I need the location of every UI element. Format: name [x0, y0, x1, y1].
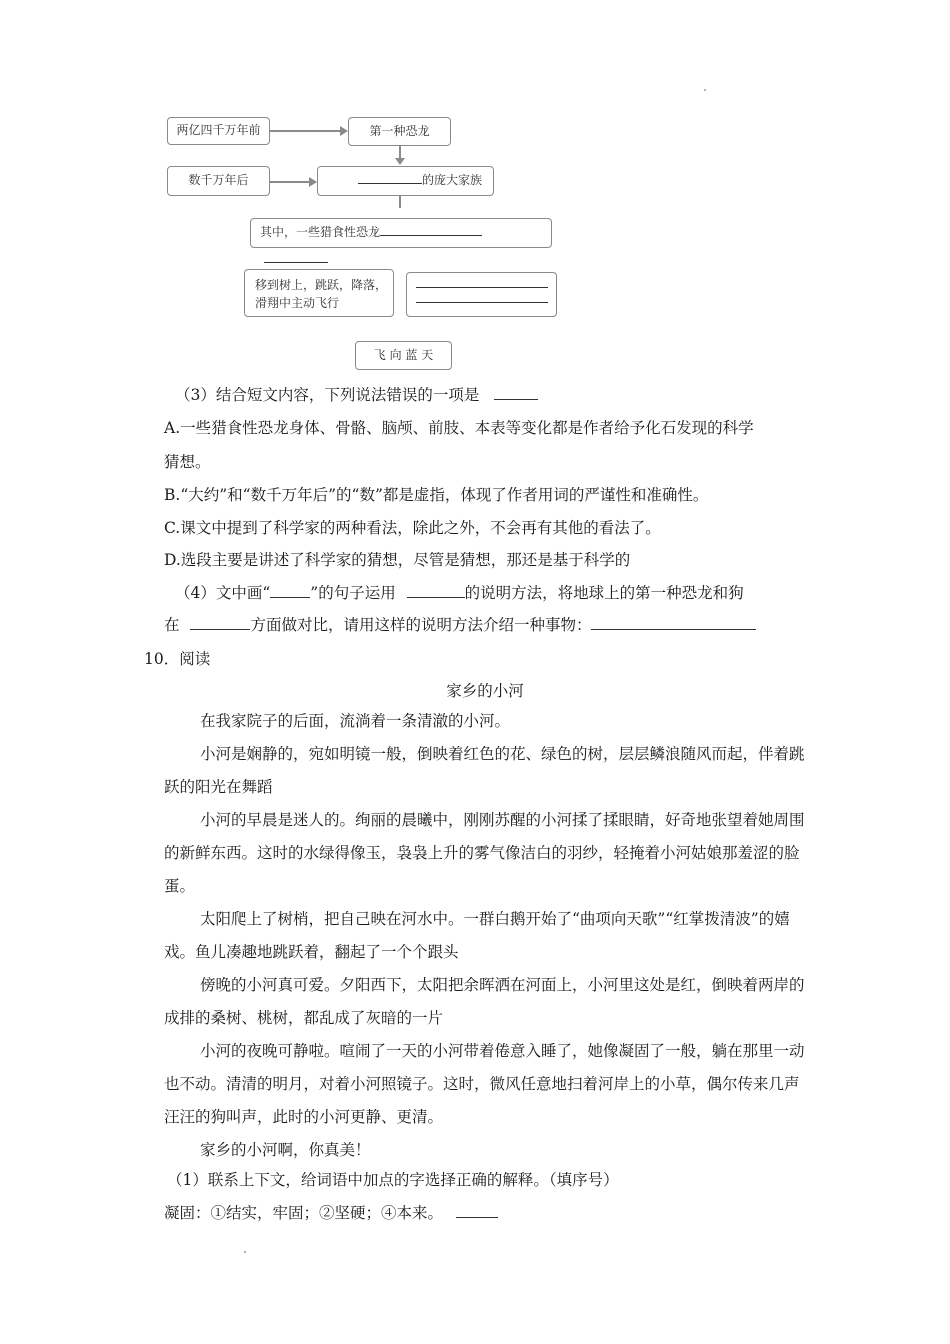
box-big-family: 的庞大家族 — [317, 166, 494, 196]
q3-answer-blank[interactable] — [494, 399, 538, 400]
arrow-head-2 — [309, 177, 317, 187]
blank-answer-1[interactable] — [416, 287, 548, 288]
blank-answer-2[interactable] — [416, 302, 548, 303]
scan-dot-bottom — [244, 1251, 246, 1253]
q4-line1: （4）文中画“ ”的句子运用 的说明方法，将地球上的第一种恐龙和狗 — [175, 584, 744, 602]
passage-paragraph-4: 太阳爬上了树梢，把自己映在河水中。一群白鹅开始了“曲项向天歌”“红掌拨清波”的嬉戏。鱼儿凑趣地跳跃着，翻起了一个个跟头 — [164, 910, 790, 961]
q4-quote-blank[interactable] — [270, 597, 310, 598]
passage-paragraph-2: 小河是娴静的，宛如明镜一般，倒映着红色的花、绿色的树，层层鳞浪随风而起，伴着跳跃的阳光在舞蹈 — [164, 745, 805, 796]
arrow-head-down — [395, 158, 405, 165]
box-fly-to-sky: 飞 向 蓝 天 — [355, 341, 452, 370]
q4-example-blank[interactable] — [591, 629, 756, 630]
q4-method-blank[interactable] — [407, 597, 465, 598]
arrow-line-1 — [270, 130, 342, 132]
q3-option-d: D.选段主要是讲述了科学家的猜想，尽管是猜想，那还是基于科学的 — [164, 551, 631, 569]
passage-paragraph-1: 在我家院子的后面，流淌着一条清澈的小河。 — [200, 712, 511, 730]
q10-q1-item: 凝固：①结实，牢固；②坚硬；④本来。 — [164, 1203, 498, 1223]
passage-paragraph-3: 小河的早晨是迷人的。绚丽的晨曦中，刚刚苏醒的小河揉了揉眼睛，好奇地张望着她周围的新鲜东西。这时的水绿得像玉，袅袅上升的雾气像洁白的羽纱，轻掩着小河姑娘那羞涩的脸蛋。 — [164, 811, 805, 895]
blank-predator-1[interactable] — [380, 235, 482, 236]
passage-paragraph-7: 家乡的小河啊，你真美！ — [200, 1141, 371, 1159]
arrow-line-2 — [270, 181, 311, 183]
q4-aspect-blank[interactable] — [190, 629, 250, 630]
q3-option-a-line1: A.一些猎食性恐龙身体、骨骼、脑颅、前肢、本表等变化都是作者给予化石发现的科学 — [164, 419, 754, 437]
connector-family-predator — [399, 196, 401, 208]
box-predator-dinosaurs: 其中，一些猎食性恐龙 — [250, 218, 552, 248]
q4-line2: 在 方面做对比，请用这样的说明方法介绍一种事物： — [164, 615, 756, 635]
scan-dot-top — [704, 89, 706, 91]
blank-family[interactable] — [358, 183, 422, 184]
q10-number: 10．阅读 — [144, 650, 211, 668]
passage-paragraph-5: 傍晚的小河真可爱。夕阳西下，太阳把余晖洒在河面上，小河里这处是红，倒映着两岸的成排的桑树、桃树，都乱成了灰暗的一片 — [164, 976, 805, 1027]
passage-title: 家乡的小河 — [446, 682, 524, 700]
box-answer-lines — [406, 272, 557, 317]
arrow-head-1 — [340, 126, 348, 136]
q3-option-b: B.“大约”和“数千万年后”的“数”都是虚指，体现了作者用词的严谨性和准确性。 — [164, 486, 709, 504]
q10-q1-answer-blank[interactable] — [456, 1217, 498, 1218]
passage-paragraph-6: 小河的夜晚可静啦。喧闹了一天的小河带着倦意入睡了，她像凝固了一般，躺在那里一动也不动。清清的明月，对着小河照镜子。这时，微风任意地扫着河岸上的小草，偶尔传来几声汪汪的狗叫声，此时的小河更静、更清。 — [164, 1042, 805, 1126]
box-time-later: 数千万年后 — [167, 166, 270, 196]
box-first-dinosaur: 第一种恐龙 — [348, 117, 451, 146]
box-trees-flight: 移到树上，跳跃，降落， 滑翔中主动飞行 — [244, 269, 394, 317]
q3-option-c: C.课文中提到了科学家的两种看法，除此之外，不会再有其他的看法了。 — [164, 519, 661, 537]
blank-predator-2[interactable] — [264, 262, 328, 263]
box-time-240m: 两亿四千万年前 — [167, 117, 270, 145]
q3-stem: （3）结合短文内容，下列说法错误的一项是 — [175, 385, 538, 405]
q10-q1-stem: （1）联系上下文，给词语中加点的字选择正确的解释。（填序号） — [167, 1171, 619, 1189]
q3-option-a-line2: 猜想。 — [164, 453, 211, 471]
